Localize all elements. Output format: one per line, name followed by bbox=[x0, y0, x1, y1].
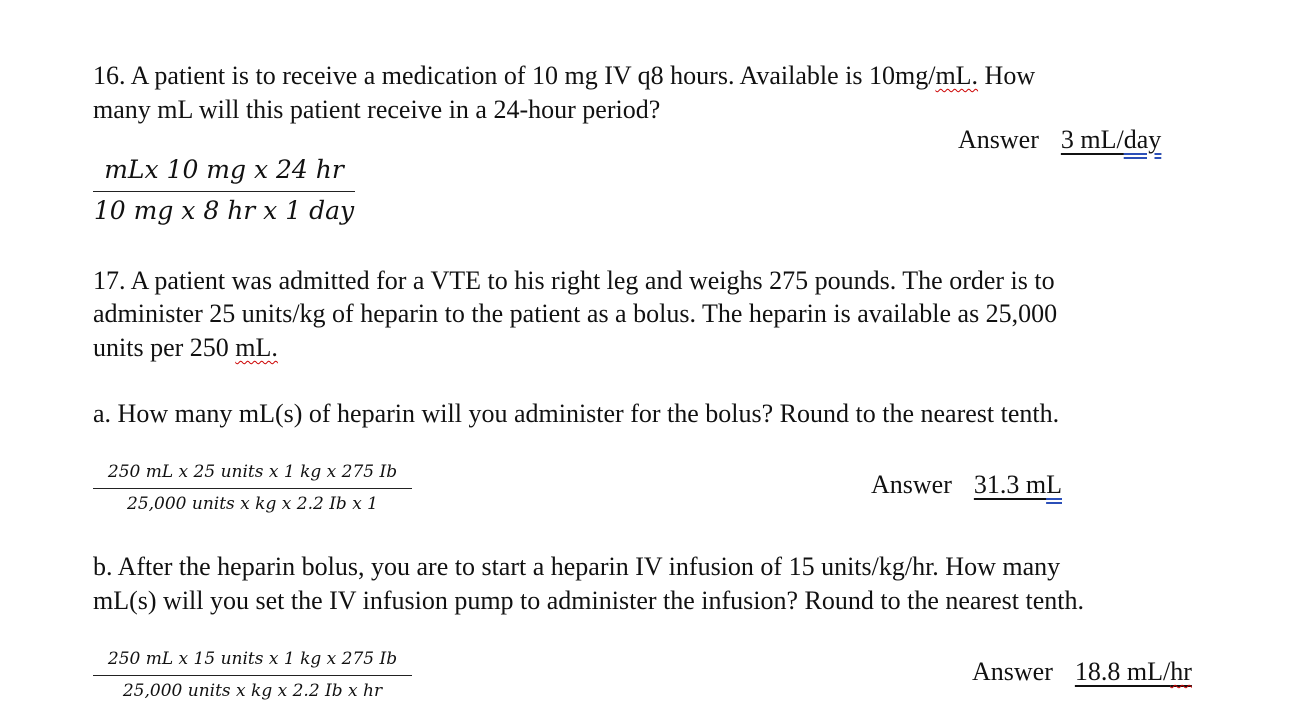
q16-answer-value-a: 3 mL/ bbox=[1060, 125, 1124, 154]
q17b-text-line2: mL(s) will you set the IV infusion pump to administer the infusion? Round to the nearest tenth. bbox=[93, 586, 1084, 615]
q16-fraction-numerator: mLx 10 mg x 24 hr bbox=[104, 155, 344, 184]
q16-answer-label: Answer bbox=[958, 125, 1039, 154]
q16-line1-tail: How bbox=[978, 61, 1036, 90]
q16-line1-spellcheck: mL. bbox=[935, 61, 979, 90]
q17a-answer-value-a: 31.3 m bbox=[973, 470, 1047, 499]
q17-line3-main: units per 250 bbox=[93, 333, 236, 362]
q17b-answer-label: Answer bbox=[972, 657, 1053, 686]
q16-text-line2: many mL will this patient receive in a 24-hour period? bbox=[93, 95, 661, 124]
q16-answer bbox=[958, 125, 1161, 155]
q17a-question: a. How many mL(s) of heparin will you administer for the bolus? Round to the nearest tenth. bbox=[93, 399, 1060, 428]
q17b-fraction bbox=[93, 649, 412, 701]
q16-line1-main: 16. A patient is to receive a medication of 10 mg IV q8 hours. Available is 10mg/ bbox=[93, 61, 936, 90]
q16-text-line1 bbox=[93, 59, 1035, 93]
q17a-answer-value bbox=[974, 470, 1062, 499]
q17b-answer-value-b: hr bbox=[1170, 657, 1192, 686]
q16-answer-value bbox=[1061, 125, 1161, 154]
q17b-fraction-denominator: 25,000 units x kg x 2.2 Ib x hr bbox=[122, 681, 383, 701]
q16-fraction-denominator: 10 mg x 8 hr x 1 day bbox=[93, 196, 355, 225]
q17b-answer bbox=[972, 657, 1192, 687]
q17a-answer-label: Answer bbox=[871, 470, 952, 499]
q17b-answer-value-a: 18.8 mL/ bbox=[1074, 657, 1171, 686]
q17a-answer bbox=[871, 470, 1062, 500]
q17-text-line2: administer 25 units/kg of heparin to the patient as a bolus. The heparin is available as 25,000 bbox=[93, 299, 1058, 328]
q16-answer-value-b: day bbox=[1123, 125, 1162, 154]
q17-text-line3 bbox=[93, 331, 278, 365]
q17a-fraction-numerator: 250 mL x 25 units x 1 kg x 275 Ib bbox=[107, 462, 398, 482]
q17b-fraction-numerator: 250 mL x 15 units x 1 kg x 275 Ib bbox=[107, 649, 398, 669]
q17a-fraction bbox=[93, 462, 412, 514]
q16-fraction bbox=[93, 155, 355, 225]
q17a-fraction-denominator: 25,000 units x kg x 2.2 Ib x 1 bbox=[127, 494, 378, 514]
q17b-text-line1: b. After the heparin bolus, you are to start a heparin IV infusion of 15 units/kg/hr. How many bbox=[93, 552, 1061, 581]
q17b-answer-value bbox=[1075, 657, 1192, 686]
q17-line3-spellcheck: mL. bbox=[235, 333, 278, 362]
q17a-answer-value-b: L bbox=[1046, 470, 1062, 499]
q17-text-line1: 17. A patient was admitted for a VTE to his right leg and weighs 275 pounds. The order is to bbox=[93, 266, 1055, 295]
